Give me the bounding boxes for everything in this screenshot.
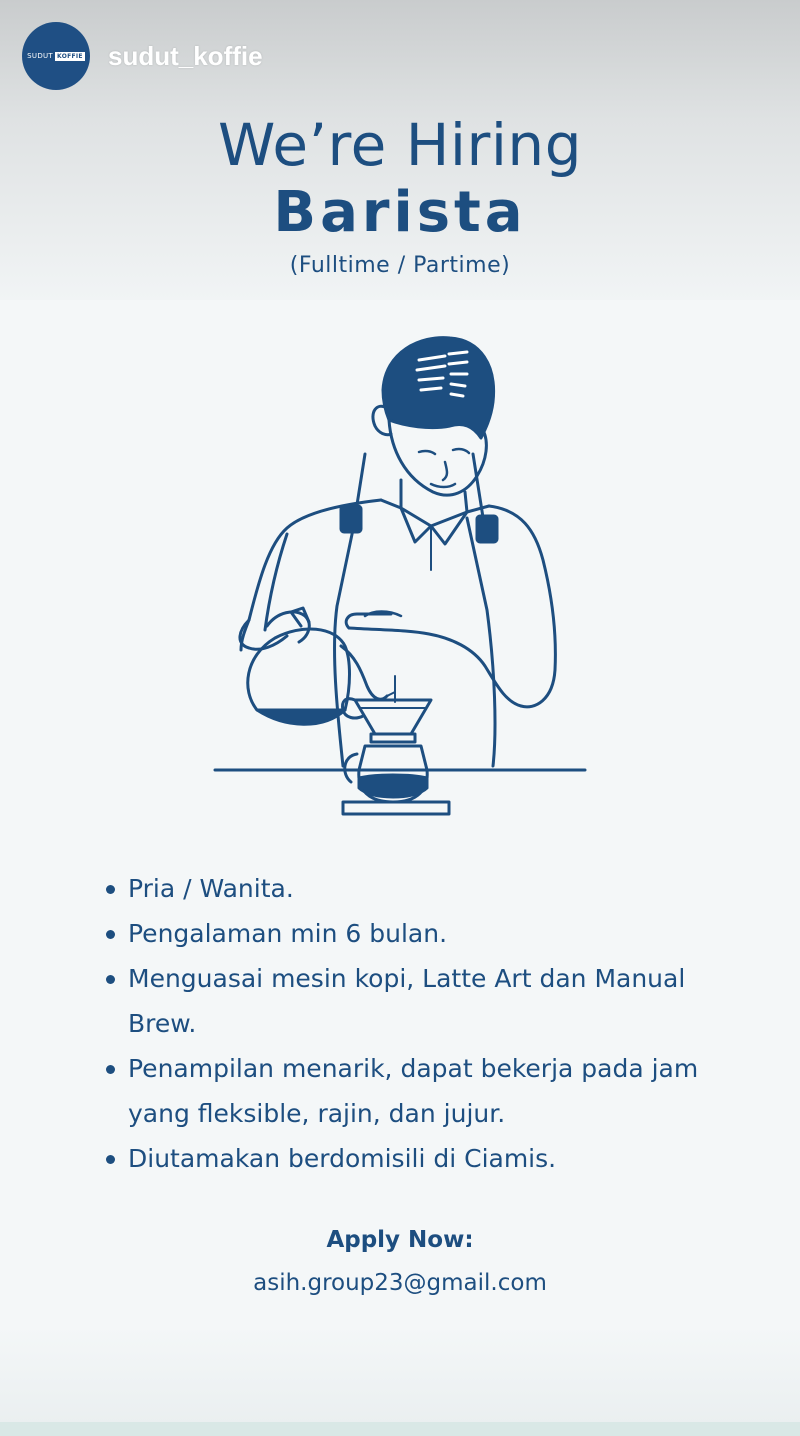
avatar-logo-text-right: KOFFIE bbox=[57, 52, 83, 60]
bottom-strip bbox=[0, 1422, 800, 1436]
bottom-gradient bbox=[0, 1326, 800, 1436]
list-item: Pria / Wanita. bbox=[104, 866, 744, 911]
position-title: Barista bbox=[273, 180, 527, 245]
avatar-logo-text-left: SUDUT bbox=[27, 52, 54, 60]
barista-pouring-kettle-illustration bbox=[205, 330, 595, 820]
list-item: Penampilan menarik, dapat bekerja pada jam yang fleksible, rajin, dan jujur. bbox=[104, 1046, 744, 1136]
title-block bbox=[0, 110, 800, 286]
headline: We’re Hiring bbox=[217, 111, 583, 179]
apply-email: asih.group23@gmail.com bbox=[253, 1270, 547, 1296]
username[interactable]: sudut_koffie bbox=[108, 40, 263, 71]
requirements-list bbox=[104, 866, 744, 1181]
employment-type: (Fulltime / Partime) bbox=[289, 253, 511, 278]
list-item: Menguasai mesin kopi, Latte Art dan Manual Brew. bbox=[104, 956, 744, 1046]
story-header bbox=[22, 22, 263, 90]
avatar-logo bbox=[27, 52, 85, 61]
apply-label: Apply Now: bbox=[326, 1227, 474, 1253]
list-item: Pengalaman min 6 bulan. bbox=[104, 911, 744, 956]
avatar[interactable] bbox=[22, 22, 90, 90]
apply-section bbox=[0, 1220, 800, 1306]
list-item: Diutamakan berdomisili di Ciamis. bbox=[104, 1136, 744, 1181]
